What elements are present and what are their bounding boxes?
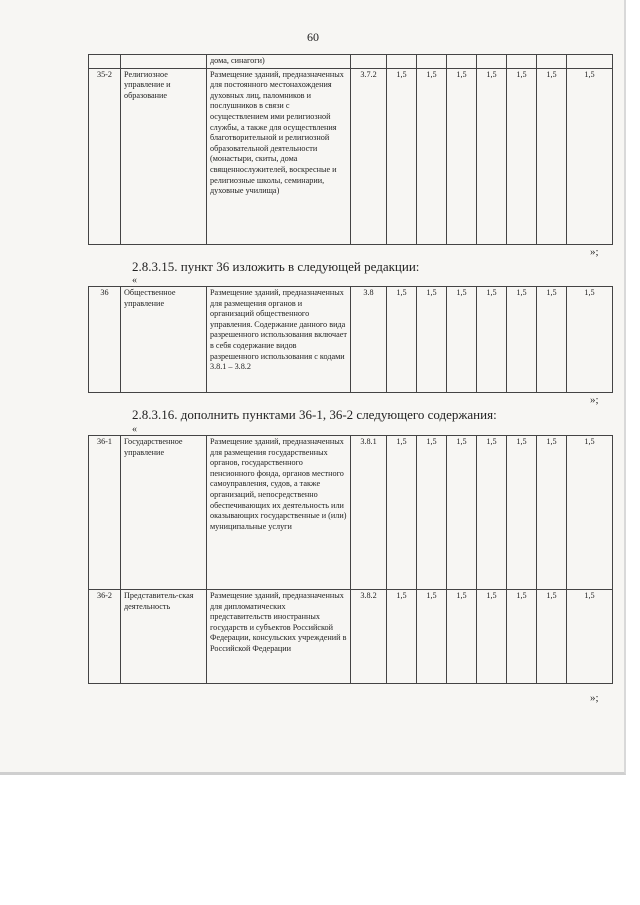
row-value: 1,5 <box>567 590 613 684</box>
row-value: 1,5 <box>417 590 447 684</box>
closing-quote: »; <box>590 394 599 406</box>
row-value: 1,5 <box>447 287 477 393</box>
row-value: 1,5 <box>417 287 447 393</box>
row-value: 1,5 <box>477 590 507 684</box>
row-name: Представитель-ская деятельность <box>121 590 207 684</box>
table-36-1-36-2 <box>88 435 613 684</box>
table-36 <box>88 286 613 393</box>
row-value: 1,5 <box>417 436 447 590</box>
row-value: 1,5 <box>537 436 567 590</box>
closing-quote: »; <box>590 692 599 704</box>
row-value: 1,5 <box>537 590 567 684</box>
table-row <box>89 68 613 244</box>
row-description: Размещение зданий, предназначенных для размещения органов и организаций общественного управления. Содержание данного вида разрешенного использования включает в себя содержание видов разрешенного использования с кодами 3.8.1 – 3.8.2 <box>207 287 351 393</box>
table-35-2 <box>88 54 613 245</box>
row-value: 1,5 <box>567 287 613 393</box>
table-row <box>89 436 613 590</box>
row-number: 36-2 <box>89 590 121 684</box>
table-row-continuation <box>89 55 613 69</box>
closing-quote: »; <box>590 246 599 258</box>
row-description: Размещение зданий, предназначенных для размещения государственных органов, государственного пенсионного фонда, органов местного самоуправления, судов, а также организаций, непосредственно обеспечивающих их деятельность или оказывающих государственные и (или) муниципальные услуги <box>207 436 351 590</box>
row-value: 1,5 <box>387 436 417 590</box>
row-value: 1,5 <box>447 68 477 244</box>
row-value: 1,5 <box>387 287 417 393</box>
row-value: 1,5 <box>507 287 537 393</box>
row-name: Государственное управление <box>121 436 207 590</box>
row-code: 3.8 <box>351 287 387 393</box>
row-value: 1,5 <box>567 68 613 244</box>
row-value: 1,5 <box>507 68 537 244</box>
row-value: 1,5 <box>477 436 507 590</box>
section-heading-2-8-3-16: 2.8.3.16. дополнить пунктами 36-1, 36-2 следующего содержания: <box>132 407 497 422</box>
opening-quote: « <box>132 275 137 286</box>
row-value: 1,5 <box>507 590 537 684</box>
row-value: 1,5 <box>447 590 477 684</box>
row-number: 35-2 <box>89 68 121 244</box>
row-name: Религиозное управление и образование <box>121 68 207 244</box>
row-name: Общественное управление <box>121 287 207 393</box>
row-value: 1,5 <box>477 68 507 244</box>
row-value: 1,5 <box>567 436 613 590</box>
row-value: 1,5 <box>537 68 567 244</box>
page-number: 60 <box>307 30 319 44</box>
row-value: 1,5 <box>417 68 447 244</box>
row-value: 1,5 <box>387 590 417 684</box>
section-heading-2-8-3-15: 2.8.3.15. пункт 36 изложить в следующей редакции: <box>132 259 420 274</box>
row-value: 1,5 <box>477 287 507 393</box>
row-value: 1,5 <box>507 436 537 590</box>
row-code: 3.7.2 <box>351 68 387 244</box>
row-number: 36-1 <box>89 436 121 590</box>
row-description: Размещение зданий, предназначенных для постоянного местонахождения духовных лиц, паломников и послушников в связи с осуществлением ими религиозной службы, а также для осуществления благотворительной и религиозной образовательной деятельности (монастыри, скиты, дома священнослужителей, воскресные и религиозные школы, семинарии, духовные училища) <box>207 68 351 244</box>
row-description: Размещение зданий, предназначенных для дипломатических представительств иностранных государств и субъектов Российской Федерации, консульских учреждений в Российской Федерации <box>207 590 351 684</box>
row-number: 36 <box>89 287 121 393</box>
row-value: 1,5 <box>537 287 567 393</box>
continuation-text: дома, синагоги) <box>207 55 351 69</box>
row-value: 1,5 <box>447 436 477 590</box>
table-row <box>89 590 613 684</box>
row-value: 1,5 <box>387 68 417 244</box>
opening-quote: « <box>132 424 137 435</box>
row-code: 3.8.2 <box>351 590 387 684</box>
row-code: 3.8.1 <box>351 436 387 590</box>
table-row <box>89 287 613 393</box>
